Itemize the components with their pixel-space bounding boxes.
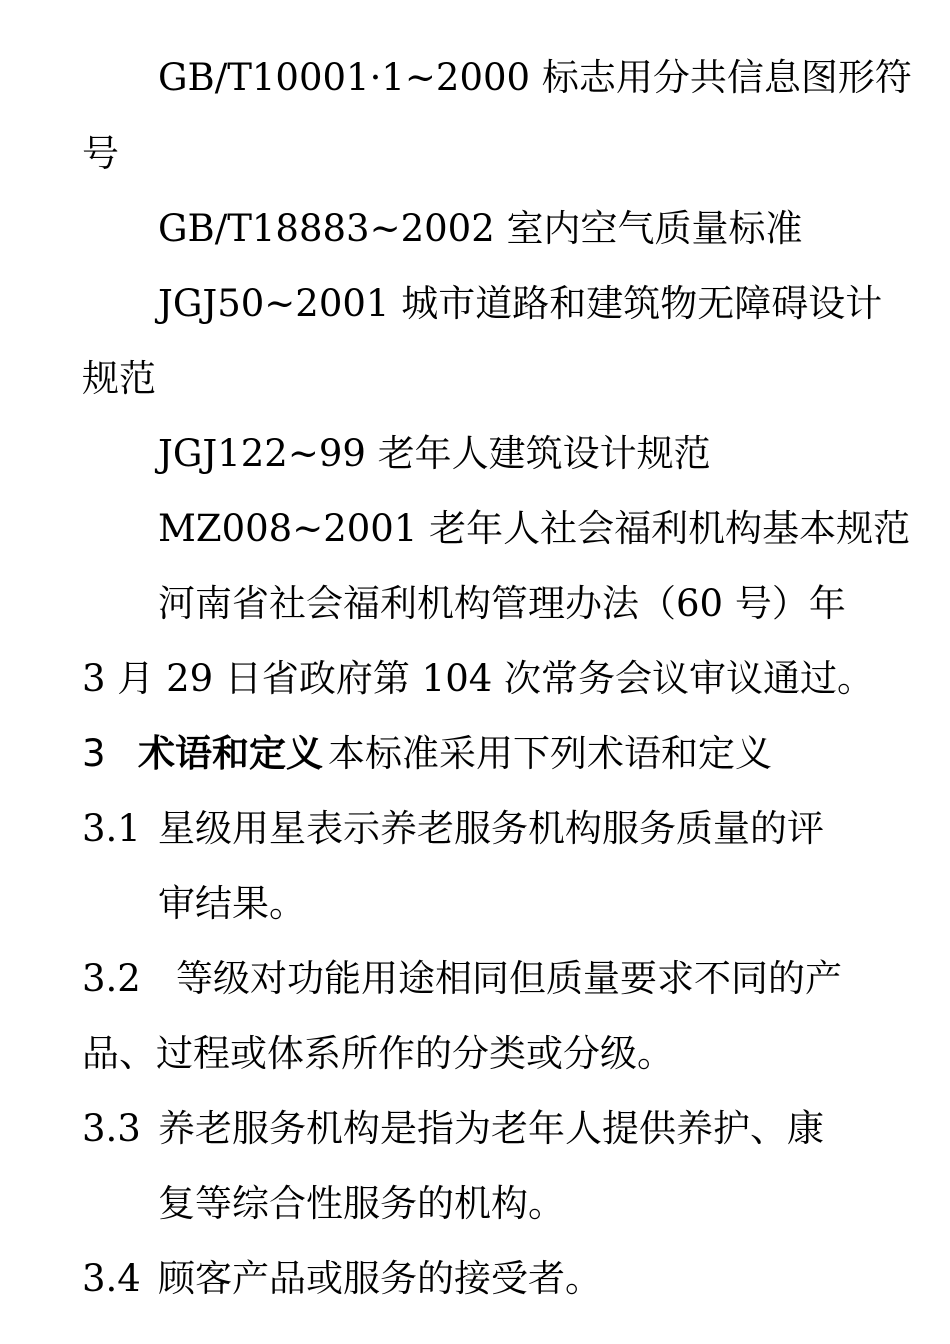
reference-line <box>0 641 950 717</box>
reference-line <box>0 266 950 342</box>
reference-text-continued: 规范 <box>82 357 156 400</box>
reference-line <box>0 191 950 267</box>
term-definition <box>0 1016 950 1092</box>
reference-line <box>0 566 950 642</box>
section-heading <box>0 716 950 792</box>
term-definition <box>0 1241 950 1317</box>
reference-text: GB/T10001·1~2000 标志用分共信息图形符 <box>158 56 912 99</box>
reference-line <box>0 416 950 492</box>
reference-line <box>0 491 950 567</box>
section-title: 术语和定义 <box>138 732 323 775</box>
term-number: 3.3 <box>82 1107 141 1150</box>
term-number: 3.1 <box>82 807 141 850</box>
reference-text: MZ008~2001 老年人社会福利机构基本规范 <box>158 507 911 550</box>
reference-line <box>0 40 950 116</box>
reference-text: GB/T18883~2002 室内空气质量标准 <box>158 207 803 250</box>
term-text: 等级对功能用途相同但质量要求不同的产 <box>176 957 842 1000</box>
term-number: 3.2 <box>82 957 141 1000</box>
reference-line <box>0 116 950 192</box>
term-text: 星级用星表示养老服务机构服务质量的评 <box>158 807 824 850</box>
term-definition <box>0 866 950 942</box>
term-definition <box>0 1166 950 1242</box>
term-definition <box>0 1091 950 1167</box>
reference-text: JGJ50~2001 城市道路和建筑物无障碍设计 <box>158 282 883 325</box>
term-text-continued: 复等综合性服务的机构。 <box>158 1182 565 1225</box>
term-text: 养老服务机构是指为老年人提供养护、康 <box>158 1107 824 1150</box>
reference-text: JGJ122~99 老年人建筑设计规范 <box>158 432 711 475</box>
term-text-continued: 审结果。 <box>158 882 306 925</box>
term-number: 3.4 <box>82 1257 141 1300</box>
term-text-continued: 品、过程或体系所作的分类或分级。 <box>82 1032 674 1075</box>
section-number: 3 <box>82 732 106 775</box>
reference-text: 河南省社会福利机构管理办法（60 号）年 <box>158 582 846 625</box>
reference-line <box>0 341 950 417</box>
term-definition <box>0 941 950 1017</box>
term-definition <box>0 791 950 867</box>
term-text: 顾客产品或服务的接受者。 <box>158 1257 602 1300</box>
section-intro: 本标准采用下列术语和定义 <box>328 732 772 775</box>
reference-text-continued: 3 月 29 日省政府第 104 次常务会议审议通过。 <box>82 657 875 700</box>
reference-text-continued: 号 <box>82 132 119 175</box>
